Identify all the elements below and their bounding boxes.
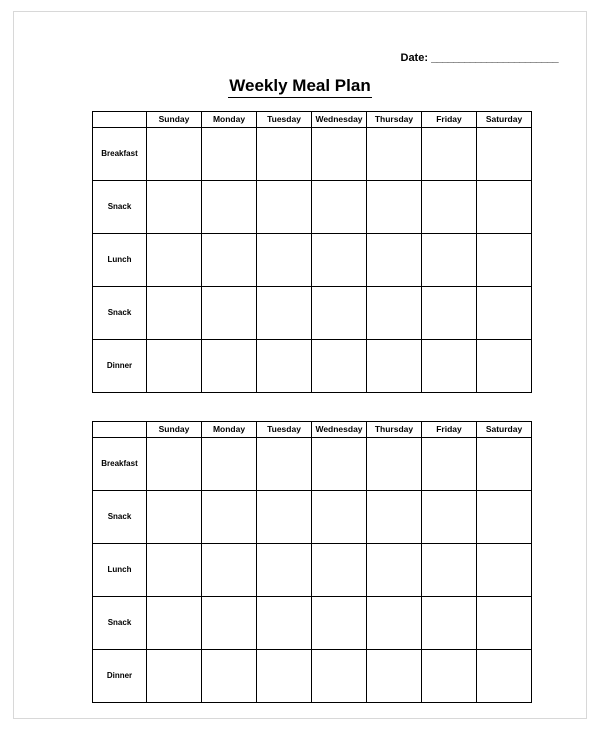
row-label-dinner: Dinner (93, 340, 147, 393)
meal-cell[interactable] (202, 597, 257, 650)
meal-cell[interactable] (257, 650, 312, 703)
weekly-meal-plan-table-2 (92, 421, 532, 703)
table-row (93, 544, 532, 597)
meal-cell[interactable] (422, 544, 477, 597)
meal-cell[interactable] (312, 650, 367, 703)
date-label: Date: (400, 52, 429, 64)
row-label-lunch: Lunch (93, 544, 147, 597)
table-row (93, 128, 532, 181)
page-title-text: Weekly Meal Plan (228, 76, 371, 98)
meal-cell[interactable] (147, 181, 202, 234)
table-row (93, 287, 532, 340)
corner-header (93, 112, 147, 128)
meal-cell[interactable] (477, 597, 532, 650)
meal-cell[interactable] (312, 597, 367, 650)
meal-cell[interactable] (202, 181, 257, 234)
meal-cell[interactable] (422, 128, 477, 181)
row-label-breakfast: Breakfast (93, 128, 147, 181)
meal-cell[interactable] (422, 181, 477, 234)
meal-cell[interactable] (257, 544, 312, 597)
meal-cell[interactable] (257, 340, 312, 393)
day-header-friday: Friday (422, 112, 477, 128)
meal-cell[interactable] (147, 491, 202, 544)
row-label-lunch: Lunch (93, 234, 147, 287)
meal-cell[interactable] (477, 340, 532, 393)
meal-cell[interactable] (367, 597, 422, 650)
table-row (93, 597, 532, 650)
meal-cell[interactable] (202, 128, 257, 181)
corner-header (93, 422, 147, 438)
meal-cell[interactable] (367, 128, 422, 181)
meal-cell[interactable] (367, 650, 422, 703)
meal-cell[interactable] (147, 438, 202, 491)
day-header-thursday: Thursday (367, 422, 422, 438)
meal-cell[interactable] (477, 128, 532, 181)
meal-cell[interactable] (367, 544, 422, 597)
meal-cell[interactable] (477, 544, 532, 597)
meal-cell[interactable] (477, 181, 532, 234)
paper-sheet (13, 11, 587, 719)
day-header-tuesday: Tuesday (257, 422, 312, 438)
meal-cell[interactable] (477, 438, 532, 491)
meal-cell[interactable] (147, 234, 202, 287)
meal-cell[interactable] (367, 491, 422, 544)
day-header-monday: Monday (202, 112, 257, 128)
day-header-monday: Monday (202, 422, 257, 438)
meal-cell[interactable] (422, 234, 477, 287)
row-label-dinner: Dinner (93, 650, 147, 703)
table-row (93, 438, 532, 491)
meal-cell[interactable] (422, 438, 477, 491)
meal-cell[interactable] (202, 544, 257, 597)
meal-cell[interactable] (477, 491, 532, 544)
day-header-saturday: Saturday (477, 422, 532, 438)
meal-cell[interactable] (312, 438, 367, 491)
date-blank-rule: _______________________ (431, 52, 558, 64)
row-label-snack-1: Snack (93, 491, 147, 544)
table-header-row (93, 422, 532, 438)
day-header-wednesday: Wednesday (312, 112, 367, 128)
meal-cell[interactable] (202, 340, 257, 393)
meal-cell[interactable] (147, 650, 202, 703)
meal-cell[interactable] (312, 544, 367, 597)
meal-cell[interactable] (477, 234, 532, 287)
table-row (93, 650, 532, 703)
meal-cell[interactable] (422, 287, 477, 340)
meal-cell[interactable] (312, 287, 367, 340)
meal-cell[interactable] (312, 491, 367, 544)
meal-cell[interactable] (257, 234, 312, 287)
day-header-thursday: Thursday (367, 112, 422, 128)
row-label-breakfast: Breakfast (93, 438, 147, 491)
meal-cell[interactable] (367, 234, 422, 287)
meal-cell[interactable] (257, 287, 312, 340)
table-row (93, 340, 532, 393)
meal-cell[interactable] (367, 340, 422, 393)
date-field (401, 52, 559, 64)
table-row (93, 181, 532, 234)
meal-cell[interactable] (422, 340, 477, 393)
day-header-friday: Friday (422, 422, 477, 438)
meal-cell[interactable] (257, 597, 312, 650)
weekly-meal-plan-table-1 (92, 111, 532, 393)
meal-cell[interactable] (202, 234, 257, 287)
day-header-sunday: Sunday (147, 422, 202, 438)
table-header-row (93, 112, 532, 128)
row-label-snack-2: Snack (93, 287, 147, 340)
meal-cell[interactable] (147, 128, 202, 181)
table-row (93, 234, 532, 287)
meal-cell[interactable] (477, 287, 532, 340)
meal-cell[interactable] (147, 340, 202, 393)
meal-cell[interactable] (147, 287, 202, 340)
meal-cell[interactable] (312, 234, 367, 287)
meal-cell[interactable] (422, 491, 477, 544)
meal-cell[interactable] (367, 287, 422, 340)
meal-cell[interactable] (147, 544, 202, 597)
meal-cell[interactable] (202, 491, 257, 544)
meal-cell[interactable] (367, 181, 422, 234)
meal-cell[interactable] (257, 438, 312, 491)
meal-cell[interactable] (422, 597, 477, 650)
meal-cell[interactable] (202, 287, 257, 340)
meal-cell[interactable] (257, 181, 312, 234)
page-title (14, 76, 586, 98)
day-header-wednesday: Wednesday (312, 422, 367, 438)
meal-cell[interactable] (312, 340, 367, 393)
meal-cell[interactable] (477, 650, 532, 703)
meal-cell[interactable] (312, 181, 367, 234)
meal-cell[interactable] (202, 438, 257, 491)
meal-cell[interactable] (312, 128, 367, 181)
table-row (93, 491, 532, 544)
meal-cell[interactable] (367, 438, 422, 491)
meal-cell[interactable] (422, 650, 477, 703)
meal-cell[interactable] (147, 597, 202, 650)
row-label-snack-2: Snack (93, 597, 147, 650)
day-header-saturday: Saturday (477, 112, 532, 128)
meal-cell[interactable] (202, 650, 257, 703)
row-label-snack-1: Snack (93, 181, 147, 234)
day-header-tuesday: Tuesday (257, 112, 312, 128)
day-header-sunday: Sunday (147, 112, 202, 128)
meal-cell[interactable] (257, 491, 312, 544)
meal-cell[interactable] (257, 128, 312, 181)
